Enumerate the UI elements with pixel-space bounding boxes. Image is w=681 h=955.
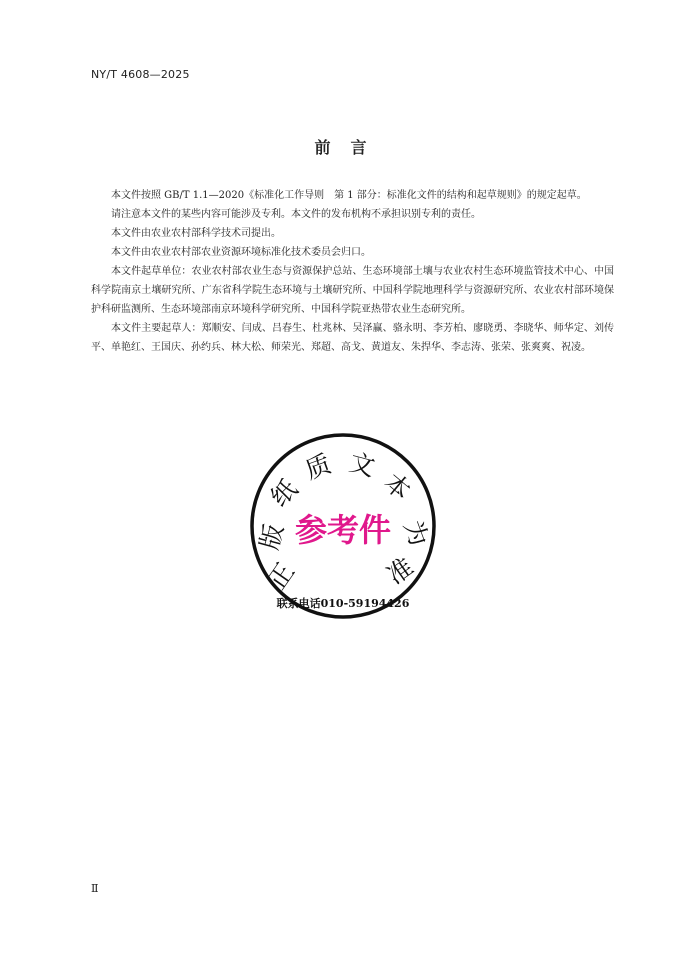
reference-copy-stamp xyxy=(248,431,438,621)
page-number: Ⅱ xyxy=(91,882,99,895)
paragraph-proposed-by: 本文件由农业农村部科学技术司提出。 xyxy=(111,228,281,239)
svg-text:正: 正 xyxy=(261,557,301,595)
svg-text:为: 为 xyxy=(398,516,434,550)
stamp-contact: 联系电话010-59194426 xyxy=(276,597,410,610)
paragraph-drafting-units: 本文件起草单位：农业农村部农业生态与资源保护总站、生态环境部土壤与农业农村生态环境监管技术中心、中国科学院南京土壤研究所、广东省科学院生态环境与土壤研究所、中国科学院地理科学与资源研究所、农业农村部环境保护科研监测所、生态环境部南京环境科学研究所、中国科学院亚热带农业生态研究所。 xyxy=(91,266,614,315)
svg-text:准: 准 xyxy=(381,551,419,591)
paragraph-drafters: 本文件主要起草人：郑顺安、闫成、吕春生、杜兆林、吴泽赢、骆永明、李芳柏、廖晓勇、李晓华、师华定、刘传平、单艳红、王国庆、孙约兵、林大松、师荣光、郑超、高戈、黄道友、朱捍华、李志涛、张荣、张爽爽、祝凌。 xyxy=(91,323,614,353)
svg-text:质: 质 xyxy=(301,449,335,485)
paragraph-drafting-rules: 本文件按照 GB/T 1.1—2020《标准化工作导则 第 1 部分：标准化文件的结构和起草规则》的规定起草。 xyxy=(111,190,587,201)
svg-text:本: 本 xyxy=(378,467,417,506)
paragraph-patent-notice: 请注意本文件的某些内容可能涉及专利。本文件的发布机构不承担识别专利的责任。 xyxy=(111,209,481,220)
page-title: 前言 xyxy=(314,138,387,157)
stamp-center-text: 参考件 xyxy=(294,511,392,549)
paragraph-managed-by: 本文件由农业农村部农业资源环境标准化技术委员会归口。 xyxy=(111,247,371,258)
svg-text:文: 文 xyxy=(346,447,379,483)
svg-text:纸: 纸 xyxy=(264,473,304,513)
document-body xyxy=(91,186,614,357)
standard-code: NY/T 4608—2025 xyxy=(91,68,190,81)
svg-text:版: 版 xyxy=(254,520,290,553)
